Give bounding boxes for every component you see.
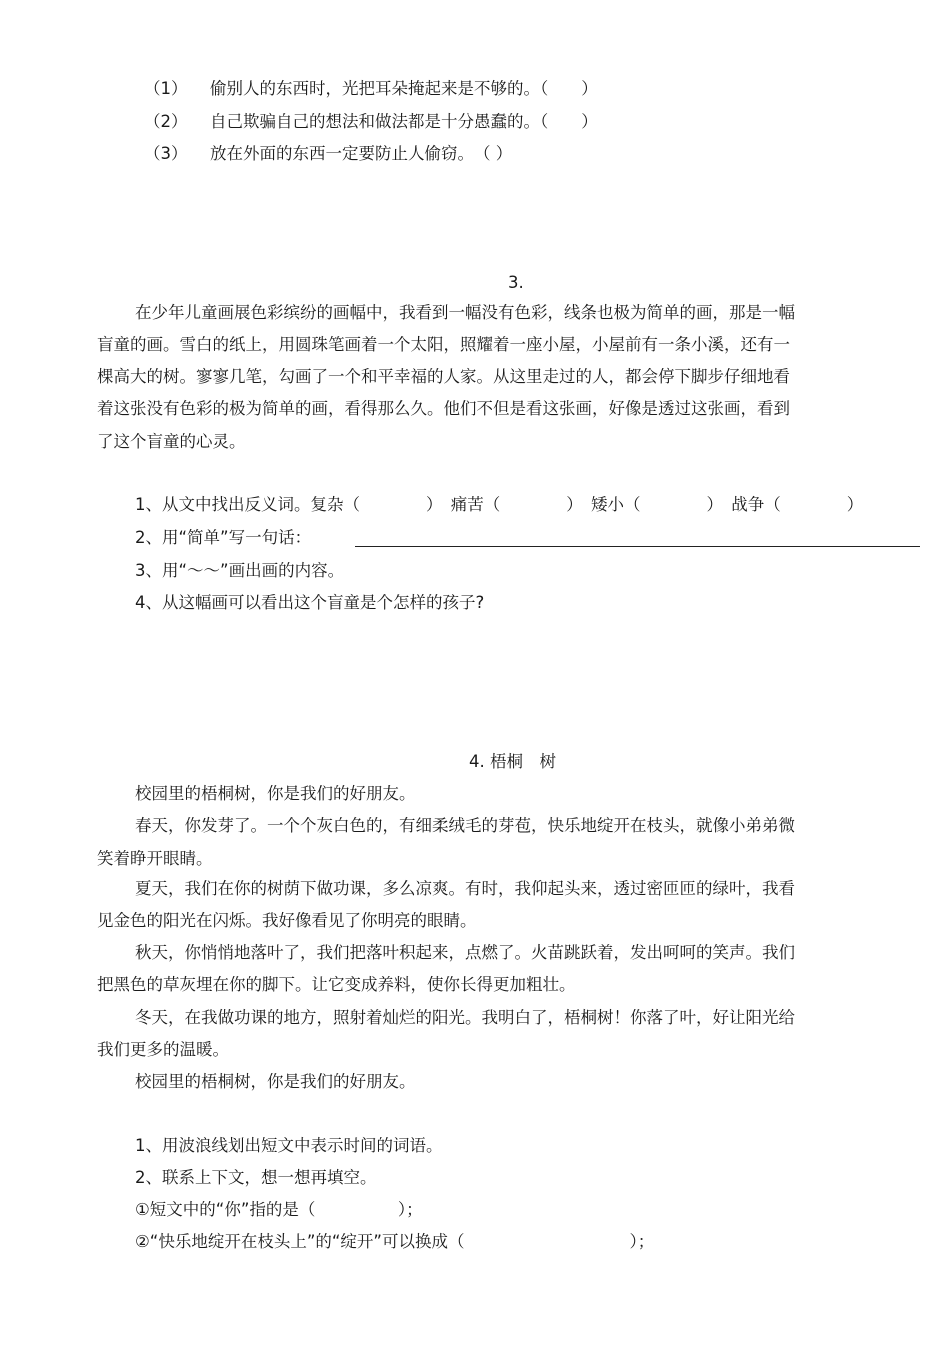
section4-passage-line-10: 校园里的梧桐树，你是我们的好朋友。 (135, 1072, 416, 1091)
section3-question-2: 2、用“简单”写一句话： (135, 528, 312, 547)
section4-passage-line-2: 春天，你发芽了。一个个灰白色的，有细柔绒毛的芽苞，快乐地绽开在枝头，就像小弟弟微 (135, 816, 795, 835)
section3-question-3: 3、用“～～”画出画的内容。 (135, 561, 345, 580)
section4-question-1: 1、用波浪线划出短文中表示时间的词语。 (135, 1136, 443, 1155)
item-text: 偷别人的东西时，光把耳朵掩起来是不够的。（ ） (210, 79, 598, 98)
section4-question-2: 2、联系上下文，想一想再填空。 (135, 1168, 377, 1187)
section4-passage-line-3: 笑着睁开眼睛。 (97, 849, 213, 868)
section2-item-3 (144, 146, 512, 163)
section3-passage-line-2: 盲童的画。雪白的纸上，用圆珠笔画着一个太阳，照耀着一座小屋，小屋前有一条小溪，还有一 (97, 335, 790, 354)
section3-heading: 3. (508, 273, 524, 292)
section4-passage-line-6: 秋天，你悄悄地落叶了，我们把落叶积起来，点燃了。火苗跳跃着，发出呵呵的笑声。我们 (135, 943, 795, 962)
section3-question-4: 4、从这幅画可以看出这个盲童是个怎样的孩子? (135, 593, 485, 612)
section4-question-2-a: ①短文中的“你”指的是（ ）； (135, 1200, 423, 1219)
section4-heading: 4. 梧桐 树 (469, 752, 556, 771)
section4-passage-line-7: 把黑色的草灰埋在你的脚下。让它变成养料，使你长得更加粗壮。 (97, 975, 576, 994)
section4-passage-line-5: 见金色的阳光在闪烁。我好像看见了你明亮的眼睛。 (97, 911, 477, 930)
item-number: （2） (144, 112, 188, 131)
section4-passage-line-9: 我们更多的温暖。 (97, 1040, 229, 1059)
item-text: 自己欺骗自己的想法和做法都是十分愚蠢的。（ ） (210, 112, 598, 131)
section4-passage-line-8: 冬天，在我做功课的地方，照射着灿烂的阳光。我明白了，梧桐树！你落了叶，好让阳光给 (135, 1008, 795, 1027)
item-number: （3） (144, 144, 188, 163)
section3-passage-line-3: 棵高大的树。寥寥几笔，勾画了一个和平幸福的人家。从这里走过的人，都会停下脚步仔细地看 (97, 367, 790, 386)
section2-item-2 (144, 114, 598, 131)
answer-line[interactable] (355, 546, 920, 547)
section4-passage-line-1: 校园里的梧桐树，你是我们的好朋友。 (135, 784, 416, 803)
section4-question-2-b: ②“快乐地绽开在枝头上”的“绽开”可以换成（ ）； (135, 1232, 655, 1251)
section4-passage-line-4: 夏天，我们在你的树荫下做功课，多么凉爽。有时，我仰起头来，透过密匝匝的绿叶，我看 (135, 879, 795, 898)
item-text: 放在外面的东西一定要防止人偷窃。 （ ） (210, 144, 513, 163)
section3-question-1: 1、从文中找出反义词。复杂（ ） 痛苦（ ） 矮小（ ） 战争（ ） (135, 495, 864, 514)
section3-passage-line-5: 了这个盲童的心灵。 (97, 432, 246, 451)
item-number: （1） (144, 79, 188, 98)
section3-passage-line-1: 在少年儿童画展色彩缤纷的画幅中，我看到一幅没有色彩，线条也极为简单的画，那是一幅 (135, 303, 795, 322)
section3-passage-line-4: 着这张没有色彩的极为简单的画，看得那么久。他们不但是看这张画，好像是透过这张画，看到 (97, 399, 790, 418)
section2-item-1 (144, 81, 598, 98)
